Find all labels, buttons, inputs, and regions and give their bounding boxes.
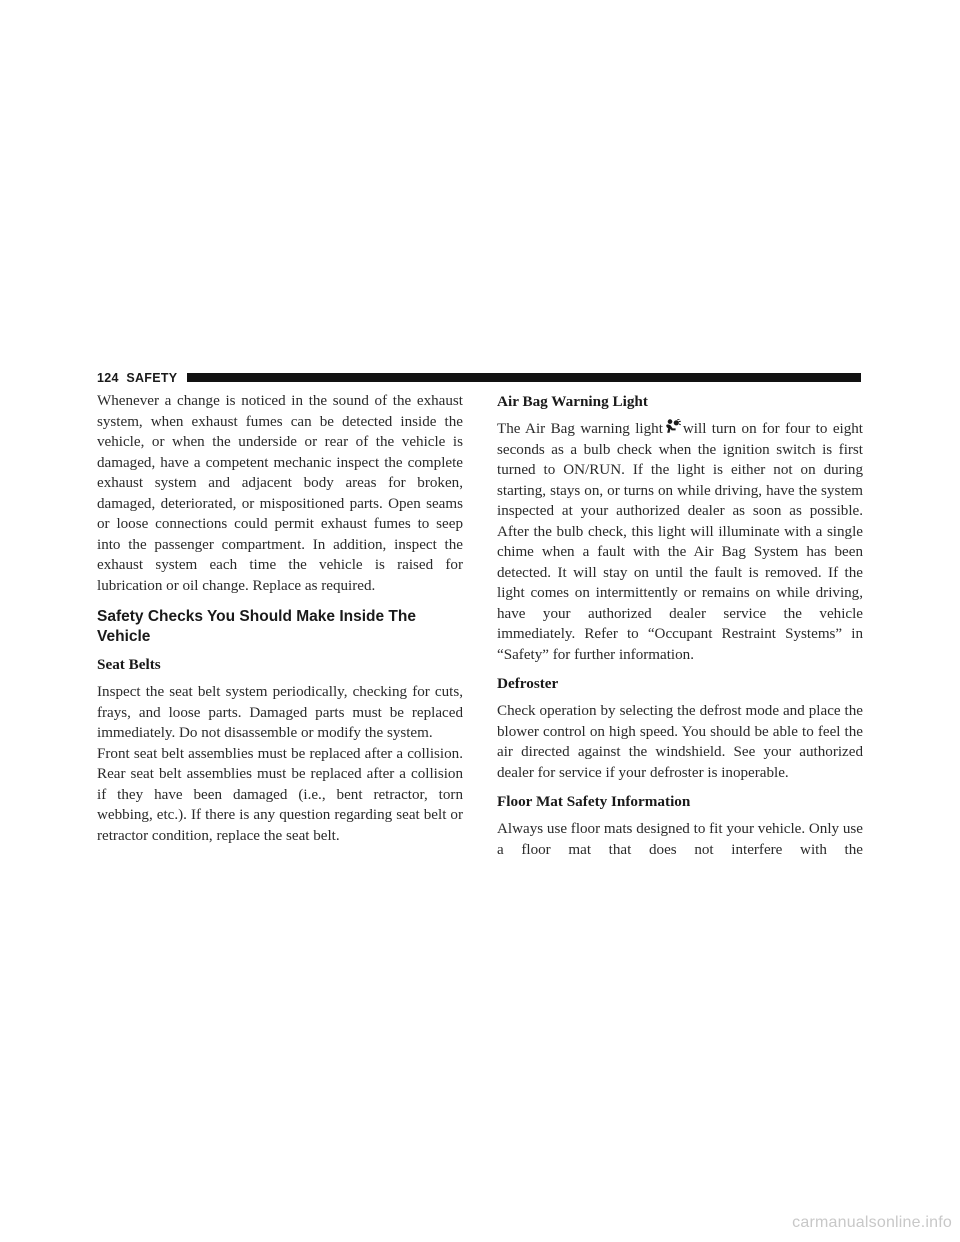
section-name: SAFETY	[126, 371, 178, 385]
airbag-warning-icon	[664, 419, 681, 434]
page-header	[97, 370, 861, 386]
airbag-heading: Air Bag Warning Light	[497, 393, 648, 410]
floor-mat-paragraph: Always use floor mats designed to fit your vehicle. Only use a floor mat that does not interfere with the	[497, 821, 863, 858]
floor-mat-heading: Floor Mat Safety Information	[497, 793, 691, 810]
defroster-paragraph: Check operation by selecting the defrost mode and place the blower control on high speed. You should be able to feel the air directed against the windshield. See your authorized dealer for service if your defroster is inoperable.	[497, 703, 863, 781]
section-heading: Safety Checks You Should Make Inside The Vehicle	[97, 608, 416, 645]
watermark: carmanualsonline.info	[792, 1214, 952, 1231]
airbag-paragraph	[497, 419, 863, 665]
exhaust-paragraph: Whenever a change is noticed in the sound of the exhaust system, when exhaust fumes can be detected inside the vehicle, or when the underside or rear of the vehicle is damaged, have a competent mechanic inspect the complete exhaust system and adjacent body areas for broken, damaged, deteriorated, or mispositioned parts. Open seams or loose connections could permit exhaust fumes to seep into the passenger compartment. In addition, inspect the exhaust system each time the vehicle is raised for lubrication or oil change. Replace as required.	[97, 393, 463, 594]
right-column	[497, 391, 863, 860]
seat-belts-heading: Seat Belts	[97, 656, 161, 673]
seat-belts-paragraph-2: Front seat belt assemblies must be replaced after a collision. Rear seat belt assemblies must be replaced after a collision if they have been damaged (i.e., bent retractor, torn webbing, etc.). If there is any question regarding seat belt or retractor condition, replace the seat belt.	[97, 745, 463, 844]
header-rule	[187, 373, 861, 382]
defroster-heading: Defroster	[497, 675, 559, 692]
seat-belts-paragraph-1: Inspect the seat belt system periodically, checking for cuts, frays, and loose parts. Damaged parts must be replaced immediately. Do not disassemble or modify the system.	[97, 684, 463, 741]
airbag-text-rest: will turn on for four to eight seconds as a bulb check when the ignition switch is first turned to ON/RUN. If the light is either not on during starting, stays on, or turns on while driving, have the system inspected at your authorized dealer as soon as possible. After the bulb check, this light will illuminate with a single chime when a fault with the Air Bag System has been detected. It will stay on until the fault is removed. If the light comes on intermittently or remains on while driving, have your authorized dealer service the vehicle immediately. Refer to “Occupant Restraint Systems” in “Safety” for further information.	[497, 421, 864, 663]
page-number: 124	[97, 371, 119, 385]
left-column	[97, 391, 463, 846]
page-header-label	[97, 370, 177, 386]
airbag-text-start: The Air Bag warning light	[497, 421, 663, 437]
